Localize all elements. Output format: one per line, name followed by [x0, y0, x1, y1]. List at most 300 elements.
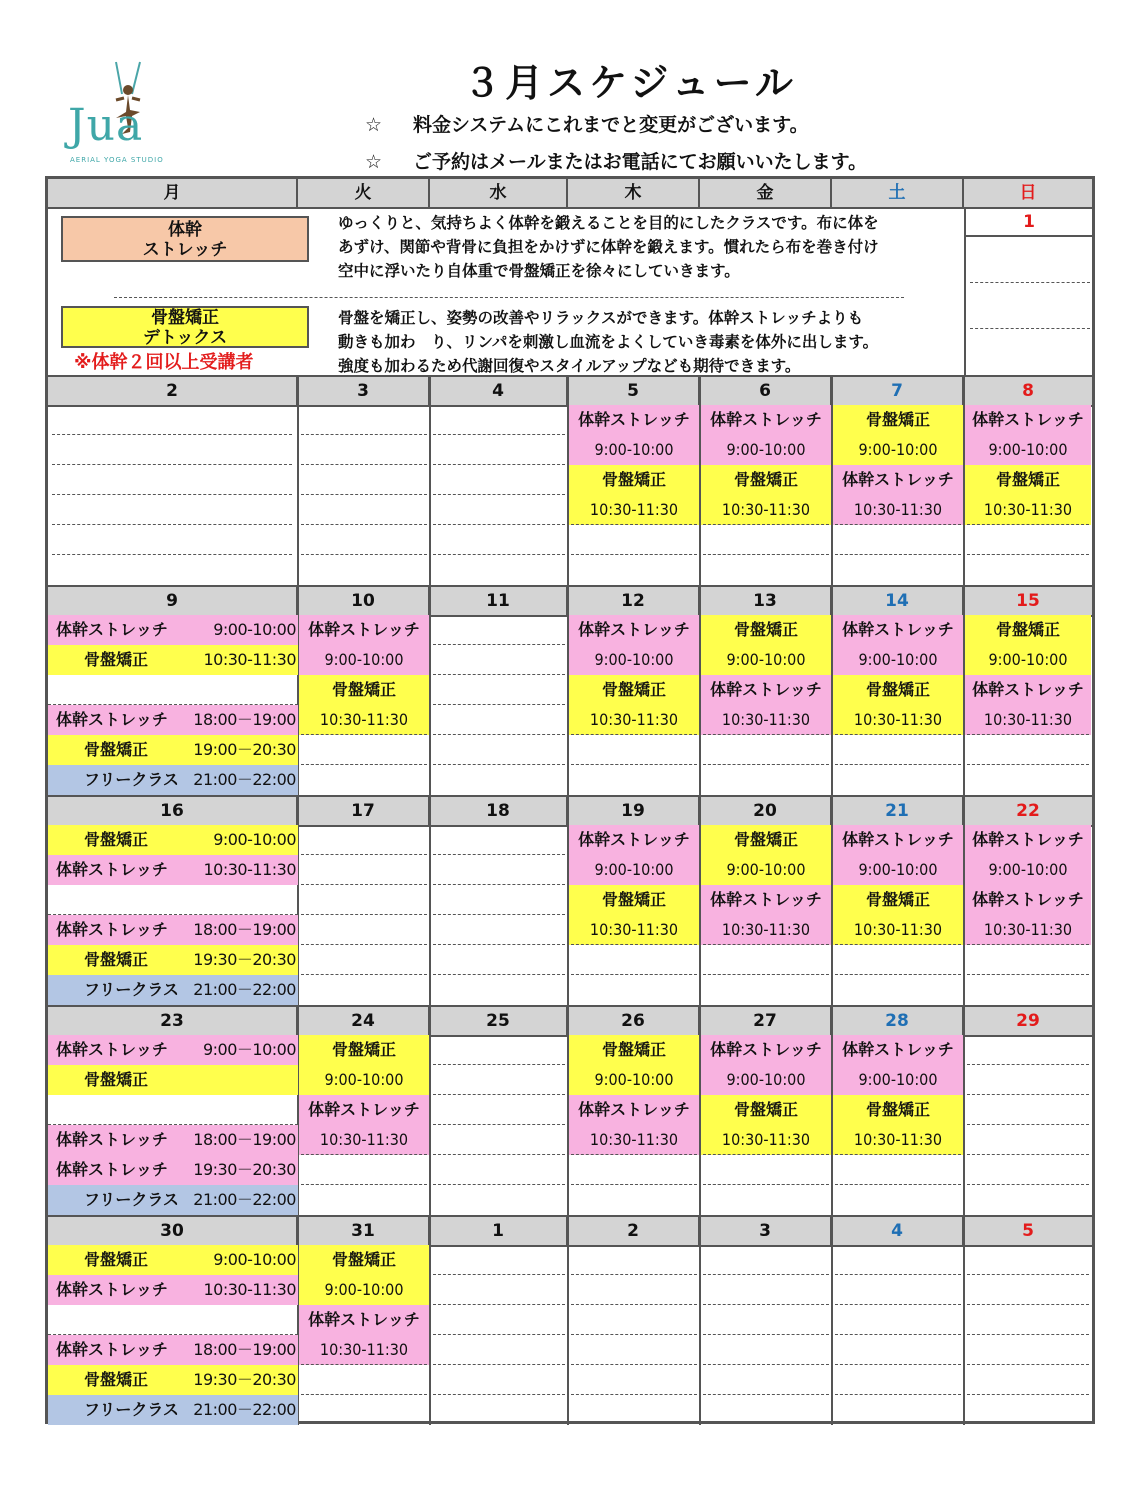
class-time: 10:30-11:30: [833, 915, 963, 945]
monday-class-slot: [48, 1245, 298, 1275]
class-name: 骨盤矯正: [833, 405, 963, 435]
slot-divider: [967, 1304, 1089, 1305]
slot-divider: [433, 524, 565, 525]
slot-divider: [703, 764, 829, 765]
slot-divider: [571, 1154, 697, 1155]
class-time: 19:30－20:30: [193, 950, 296, 969]
class-name: 骨盤矯正: [833, 885, 963, 915]
slot-divider: [967, 554, 1089, 555]
slot-divider: [703, 734, 829, 735]
class-time: 10:30-11:30: [299, 1125, 429, 1155]
class-name: 体幹ストレッチ: [56, 1160, 168, 1179]
class-name: 体幹ストレッチ: [965, 675, 1091, 705]
monday-class-slot: [48, 705, 298, 735]
slot-divider: [703, 524, 829, 525]
date-label: 10: [298, 587, 430, 615]
slot-divider: [967, 524, 1089, 525]
class-time: 19:30－20:30: [193, 1160, 296, 1179]
date-label: 27: [700, 1007, 832, 1035]
star-icon: ☆: [365, 114, 383, 136]
slot-divider: [301, 914, 427, 915]
week-date-row: [48, 1005, 1092, 1037]
slot-divider: [301, 494, 427, 495]
class-time: 10:30-11:30: [701, 495, 831, 525]
notice-pricing: ☆ 料金システムにこれまでと変更がございます。: [365, 114, 809, 136]
class-name: 体幹ストレッチ: [701, 675, 831, 705]
slot-divider: [703, 1184, 829, 1185]
class-time: 9:00-10:00: [701, 645, 831, 675]
slot-divider: [703, 1334, 829, 1335]
class-time: 10:30-11:30: [569, 915, 699, 945]
slot-divider: [301, 944, 427, 945]
class-time: 21:00－22:00: [193, 1400, 296, 1419]
date-label: 5: [1022, 1221, 1034, 1241]
class-time: 10:30-11:30: [569, 495, 699, 525]
class-name: 体幹ストレッチ: [56, 1340, 168, 1359]
class-time: 10:30-11:30: [833, 1125, 963, 1155]
slot-divider: [301, 1154, 427, 1155]
date-label: 5: [568, 377, 700, 405]
class-name: 骨盤矯正: [569, 675, 699, 705]
class-name: 体幹ストレッチ: [833, 465, 963, 495]
class-time: 21:00－22:00: [193, 770, 296, 789]
slot-divider: [433, 434, 565, 435]
slot-divider: [433, 1274, 565, 1275]
slot-divider: [433, 1064, 565, 1065]
slot-divider: [301, 884, 427, 885]
slot-divider: [967, 1154, 1089, 1155]
date-label: 21: [832, 797, 964, 825]
column-divider: [429, 585, 431, 795]
monday-class-slot: [48, 1275, 298, 1305]
monday-class-slot: [48, 1305, 298, 1335]
slot-divider: [433, 494, 565, 495]
slot-divider: [967, 974, 1089, 975]
slot-divider: [703, 554, 829, 555]
monday-class-slot: [48, 1335, 298, 1365]
slot-divider: [967, 1124, 1089, 1125]
monday-class-slot: [48, 825, 298, 855]
class-name: 骨盤矯正: [84, 740, 149, 759]
slot-divider: [703, 1274, 829, 1275]
monday-class-slot: [48, 1035, 298, 1065]
date-label: 20: [700, 797, 832, 825]
class-name: 体幹ストレッチ: [965, 885, 1091, 915]
class-name: 骨盤矯正: [569, 885, 699, 915]
legend-core-stretch: 体幹 ストレッチ: [61, 216, 309, 262]
slot-divider: [433, 884, 565, 885]
class-time: 10:30-11:30: [833, 705, 963, 735]
slot-divider: [433, 974, 565, 975]
date-label: 3: [298, 377, 430, 405]
week-date-row: [48, 1215, 1092, 1247]
weekday-thu: 木: [568, 179, 700, 207]
slot-divider: [433, 854, 565, 855]
column-divider: [429, 375, 431, 585]
slot-divider: [967, 1334, 1089, 1335]
date-label: 19: [568, 797, 700, 825]
date-label: 29: [1016, 1011, 1040, 1031]
date-label: 2: [568, 1217, 700, 1245]
slot-divider: [301, 974, 427, 975]
star-icon: ☆: [365, 151, 383, 173]
class-time: 10:30-11:30: [965, 495, 1091, 525]
slot-divider: [967, 734, 1089, 735]
week-date-row: [48, 375, 1092, 407]
slot-divider: [835, 554, 961, 555]
class-name: 体幹ストレッチ: [701, 1035, 831, 1065]
slot-divider: [703, 1394, 829, 1395]
class-time: 18:00－19:00: [193, 1340, 296, 1359]
slot-divider: [835, 1184, 961, 1185]
column-divider: [567, 1215, 569, 1425]
date-label: 8: [1022, 381, 1034, 401]
class-name: フリークラス: [84, 1400, 179, 1419]
slot-divider: [571, 524, 697, 525]
class-time: 9:00－10:00: [202, 1040, 296, 1059]
slot-divider: [433, 1154, 565, 1155]
class-time: 9:00-10:00: [965, 645, 1091, 675]
slot-divider: [970, 328, 1090, 329]
column-divider: [831, 1215, 833, 1425]
weekday-tue: 火: [298, 179, 430, 207]
date-label: 2: [48, 377, 298, 405]
date-label: 18: [430, 797, 568, 825]
date-label: 3: [700, 1217, 832, 1245]
weekday-mon: 月: [48, 179, 298, 207]
class-time: 10:30-11:30: [833, 495, 963, 525]
class-name: 骨盤矯正: [84, 950, 149, 969]
column-divider: [963, 1005, 965, 1215]
class-name: 骨盤矯正: [701, 1095, 831, 1125]
class-time: 9:00-10:00: [833, 645, 963, 675]
monday-class-slot: [48, 645, 298, 675]
class-name: 体幹ストレッチ: [56, 1040, 168, 1059]
class-time: 10:30-11:30: [203, 860, 296, 879]
monday-class-slot: [48, 1395, 298, 1425]
slot-divider: [571, 944, 697, 945]
logo-tagline: AERIAL YOGA STUDIO: [70, 156, 164, 164]
slot-divider: [52, 524, 292, 525]
monday-class-slot: [48, 1155, 298, 1185]
class-time: 9:00-10:00: [701, 435, 831, 465]
slot-divider: [835, 764, 961, 765]
monday-class-slot: [48, 765, 298, 795]
class-time: 9:00-10:00: [833, 855, 963, 885]
column-divider: [699, 1215, 701, 1425]
class-name: 体幹ストレッチ: [569, 1095, 699, 1125]
class-name: フリークラス: [84, 1190, 179, 1209]
date-label: 25: [430, 1007, 568, 1035]
slot-divider: [835, 1274, 961, 1275]
monday-class-slot: [48, 735, 298, 765]
class-name: 体幹ストレッチ: [569, 615, 699, 645]
slot-divider: [433, 734, 565, 735]
slot-divider: [433, 704, 565, 705]
slot-divider: [433, 1124, 565, 1125]
slot-divider: [52, 434, 292, 435]
class-time: 10:30-11:30: [569, 1125, 699, 1155]
class-time: 9:00-10:00: [569, 645, 699, 675]
class-name: 体幹ストレッチ: [833, 825, 963, 855]
slot-divider: [967, 764, 1089, 765]
slot-divider: [571, 1364, 697, 1365]
weekday-sat: 土: [832, 179, 964, 207]
calendar: [45, 176, 1095, 1424]
class-name: 骨盤矯正: [299, 1245, 429, 1275]
class-time: 9:00-10:00: [701, 1065, 831, 1095]
class-time: 9:00-10:00: [833, 435, 963, 465]
slot-divider: [301, 464, 427, 465]
class-name: 体幹ストレッチ: [569, 405, 699, 435]
date-label: 16: [48, 797, 298, 825]
class-time: 9:00-10:00: [965, 435, 1091, 465]
class-time: 10:30-11:30: [965, 705, 1091, 735]
class-time: 9:00-10:00: [569, 1065, 699, 1095]
weekday-sun: 日: [1019, 183, 1037, 203]
slot-divider: [301, 434, 427, 435]
date-label: 26: [568, 1007, 700, 1035]
monday-class-slot: [48, 1095, 298, 1125]
slot-divider: [970, 282, 1090, 283]
legend-pelvis-detox: 骨盤矯正 デトックス: [61, 306, 309, 348]
slot-divider: [571, 734, 697, 735]
week-date-row: [48, 795, 1092, 827]
slot-divider: [835, 524, 961, 525]
date-label: 31: [298, 1217, 430, 1245]
weekday-wed: 水: [430, 179, 568, 207]
slot-divider: [835, 1154, 961, 1155]
slot-divider: [703, 1154, 829, 1155]
class-name: 体幹ストレッチ: [56, 710, 168, 729]
date-label: 11: [430, 587, 568, 615]
class-time: 9:00-10:00: [213, 620, 296, 639]
date-label: 13: [700, 587, 832, 615]
date-label: 9: [48, 587, 298, 615]
slot-divider: [433, 914, 565, 915]
slot-divider: [433, 1184, 565, 1185]
weekday-fri: 金: [700, 179, 832, 207]
slot-divider: [301, 1364, 427, 1365]
class-name: 体幹ストレッチ: [56, 1280, 168, 1299]
class-time: 9:00-10:00: [965, 855, 1091, 885]
slot-divider: [967, 1364, 1089, 1365]
monday-class-slot: [48, 975, 298, 1005]
class-name: 体幹ストレッチ: [833, 1035, 963, 1065]
class-name: 体幹ストレッチ: [701, 405, 831, 435]
slot-divider: [835, 944, 961, 945]
column-divider: [297, 375, 299, 585]
class-time: 9:00-10:00: [213, 830, 296, 849]
date-label: 14: [832, 587, 964, 615]
slot-divider: [433, 464, 565, 465]
logo-wordmark: Jua: [68, 100, 144, 151]
class-name: 骨盤矯正: [569, 465, 699, 495]
class-time: 10:30-11:30: [203, 1280, 296, 1299]
class-name: 骨盤矯正: [84, 650, 149, 669]
legend-warning: ※体幹２回以上受講者: [74, 352, 254, 373]
slot-divider: [301, 764, 427, 765]
date-label: 15: [1016, 591, 1040, 611]
date-label: 17: [298, 797, 430, 825]
class-time: 9:00-10:00: [833, 1065, 963, 1095]
class-name: フリークラス: [84, 770, 179, 789]
page-title: ３月スケジュール: [463, 61, 797, 105]
class-name: 骨盤矯正: [833, 675, 963, 705]
slot-divider: [835, 1364, 961, 1365]
date-label: 4: [430, 377, 568, 405]
class-name: 骨盤矯正: [701, 615, 831, 645]
slot-divider: [571, 1274, 697, 1275]
slot-divider: [433, 1334, 565, 1335]
class-time: 10:30-11:30: [569, 705, 699, 735]
monday-class-slot: [48, 945, 298, 975]
legend-divider: [114, 297, 904, 298]
slot-divider: [571, 1184, 697, 1185]
monday-class-slot: [48, 1125, 298, 1155]
slot-divider: [433, 944, 565, 945]
date-label: 24: [298, 1007, 430, 1035]
slot-divider: [433, 554, 565, 555]
class-time: 9:00-10:00: [299, 645, 429, 675]
slot-divider: [571, 764, 697, 765]
class-time: 18:00－19:00: [193, 920, 296, 939]
slot-divider: [835, 1394, 961, 1395]
class-time: 21:00－22:00: [193, 980, 296, 999]
column-divider: [963, 1215, 965, 1425]
monday-class-slot: [48, 615, 298, 645]
class-name: 骨盤矯正: [569, 1035, 699, 1065]
slot-divider: [967, 1184, 1089, 1185]
class-time: 18:00－19:00: [193, 710, 296, 729]
date-label: 22: [1016, 801, 1040, 821]
slot-divider: [301, 734, 427, 735]
slot-divider: [433, 1304, 565, 1305]
slot-divider: [571, 1304, 697, 1305]
slot-divider: [967, 1064, 1089, 1065]
class-name: 骨盤矯正: [965, 615, 1091, 645]
class-time: 9:00-10:00: [213, 1250, 296, 1269]
slot-divider: [433, 1094, 565, 1095]
class-name: 体幹ストレッチ: [299, 1305, 429, 1335]
slot-divider: [301, 1184, 427, 1185]
slot-divider: [52, 464, 292, 465]
class-name: 体幹ストレッチ: [965, 825, 1091, 855]
class-name: 骨盤矯正: [701, 465, 831, 495]
date-label: 30: [48, 1217, 298, 1245]
class-name: フリークラス: [84, 980, 179, 999]
class-name: 体幹ストレッチ: [56, 920, 168, 939]
monday-class-slot: [48, 1185, 298, 1215]
class-name: 体幹ストレッチ: [569, 825, 699, 855]
class-time: 10:30-11:30: [203, 650, 296, 669]
monday-class-slot: [48, 675, 298, 705]
slot-divider: [967, 1394, 1089, 1395]
class-time: 10:30-11:30: [701, 915, 831, 945]
class-name: 骨盤矯正: [833, 1095, 963, 1125]
slot-divider: [301, 1394, 427, 1395]
class-name: 体幹ストレッチ: [56, 620, 168, 639]
class-time: 10:30-11:30: [299, 1335, 429, 1365]
slot-divider: [571, 974, 697, 975]
slot-divider: [835, 1334, 961, 1335]
slot-divider: [967, 1274, 1089, 1275]
class-time: 9:00-10:00: [569, 435, 699, 465]
slot-divider: [301, 524, 427, 525]
date-label: 12: [568, 587, 700, 615]
class-name: 体幹ストレッチ: [56, 860, 168, 879]
slot-divider: [433, 674, 565, 675]
class-name: 骨盤矯正: [701, 825, 831, 855]
slot-divider: [703, 1304, 829, 1305]
class-name: 体幹ストレッチ: [965, 405, 1091, 435]
date-label: 7: [832, 377, 964, 405]
slot-divider: [967, 1094, 1089, 1095]
class-time: 9:00-10:00: [569, 855, 699, 885]
slot-divider: [433, 764, 565, 765]
slot-divider: [52, 494, 292, 495]
monday-class-slot: [48, 1365, 298, 1395]
slot-divider: [571, 1394, 697, 1395]
class-name: 骨盤矯正: [84, 1250, 149, 1269]
monday-class-slot: [48, 915, 298, 945]
weekday-header: [48, 179, 1092, 209]
class-time: 10:30-11:30: [701, 1125, 831, 1155]
monday-class-slot: [48, 885, 298, 915]
slot-divider: [433, 644, 565, 645]
class-name: 骨盤矯正: [84, 830, 149, 849]
slot-divider: [433, 1394, 565, 1395]
slot-divider: [571, 554, 697, 555]
slot-divider: [835, 974, 961, 975]
legend-section: [48, 209, 1092, 375]
class-name: 体幹ストレッチ: [56, 1130, 168, 1149]
date-label: 6: [700, 377, 832, 405]
date-label: 1: [966, 209, 1092, 237]
column-divider: [429, 795, 431, 1005]
date-label: 23: [48, 1007, 298, 1035]
class-time: 10:30-11:30: [701, 705, 831, 735]
slot-divider: [433, 1364, 565, 1365]
class-name: 体幹ストレッチ: [701, 885, 831, 915]
date-label: 4: [832, 1217, 964, 1245]
class-name: 体幹ストレッチ: [299, 1095, 429, 1125]
class-time: 9:00-10:00: [701, 855, 831, 885]
class-name: 骨盤矯正: [965, 465, 1091, 495]
class-time: 10:30-11:30: [965, 915, 1091, 945]
date-label: 28: [832, 1007, 964, 1035]
class-name: 骨盤矯正: [299, 675, 429, 705]
class-time: 21:00－22:00: [193, 1190, 296, 1209]
class-time: 19:00－20:30: [193, 740, 296, 759]
legend-core-stretch-desc: ゆっくりと、気持ちよく体幹を鍛えることを目的にしたクラスです。布に体を あずけ、関節や背骨に負担をかけずに体幹を鍛えます。慣れたら布を巻き付け 空中に浮いたり自体重で骨盤矯正を徐々にしていきます。: [338, 214, 879, 280]
class-name: 骨盤矯正: [84, 1370, 149, 1389]
class-time: 9:00-10:00: [299, 1065, 429, 1095]
slot-divider: [301, 554, 427, 555]
slot-divider: [703, 1364, 829, 1365]
class-name: 骨盤矯正: [299, 1035, 429, 1065]
week-date-row: [48, 585, 1092, 617]
studio-logo: [66, 60, 182, 172]
class-time: 19:30－20:30: [193, 1370, 296, 1389]
class-time: 9:00-10:00: [299, 1275, 429, 1305]
slot-divider: [571, 1334, 697, 1335]
slot-divider: [835, 1304, 961, 1305]
slot-divider: [703, 944, 829, 945]
slot-divider: [301, 854, 427, 855]
class-name: 体幹ストレッチ: [833, 615, 963, 645]
column-divider: [429, 1005, 431, 1215]
